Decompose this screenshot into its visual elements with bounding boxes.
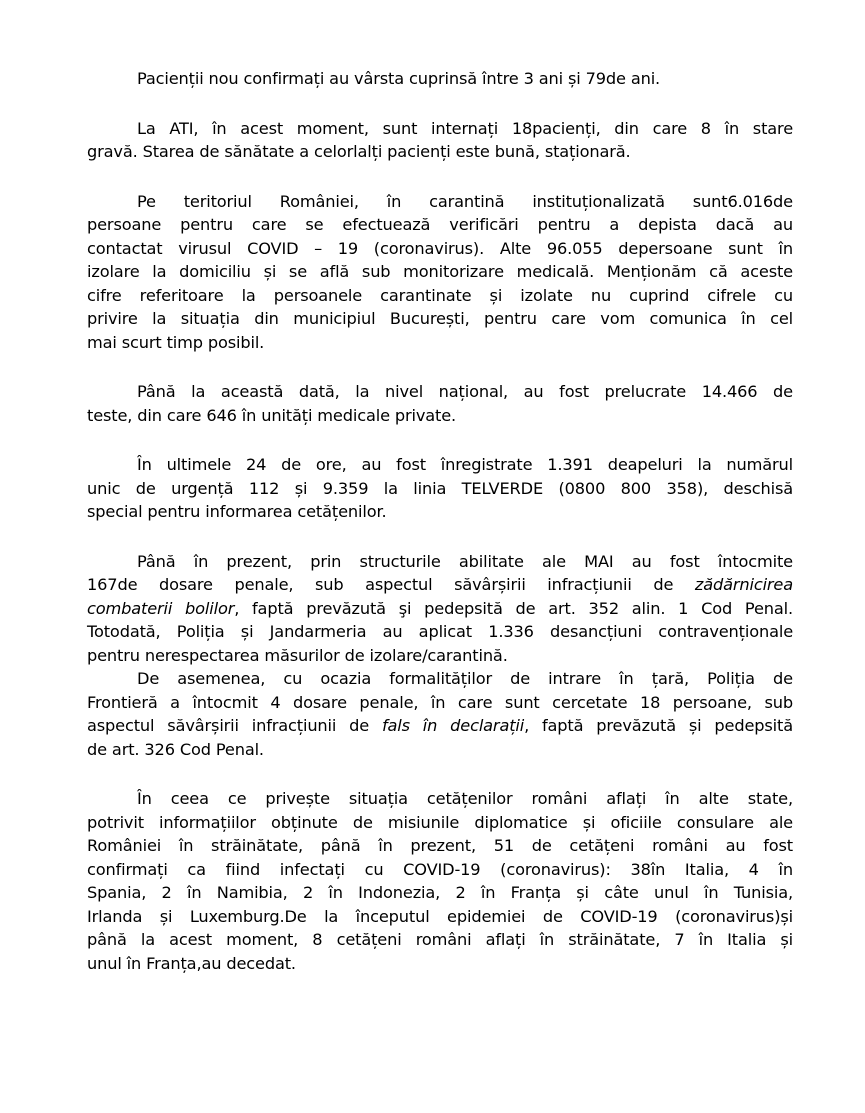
text-line <box>87 834 793 858</box>
text-run: Pacienții nou confirmați au vârsta cuprinsă între 3 ani și 79de ani. <box>137 69 661 88</box>
text-line <box>87 140 793 164</box>
text-line <box>87 260 793 284</box>
text-run: României în străinătate, până în prezent, 51 de cetățeni români au fost <box>87 836 793 855</box>
text-line <box>87 550 793 574</box>
italic-text: zădărnicirea <box>694 575 793 594</box>
text-line <box>87 858 793 882</box>
text-run: De asemenea, cu ocazia formalităților de intrare în țară, Poliția de <box>137 669 793 688</box>
text-line <box>87 667 793 691</box>
text-line <box>87 905 793 929</box>
text-run: contactat virusul COVID – 19 (coronavirus). Alte 96.055 depersoane sunt în <box>87 238 793 258</box>
italic-text: fals în declarații <box>381 716 525 735</box>
text-run: izolare la domiciliu și se află sub monitorizare medicală. Menționăm că aceste <box>87 262 793 281</box>
text-run: aspectul săvârșirii infracțiunii de <box>87 716 382 735</box>
text-run: , faptă prevăzută și pedepsită <box>524 716 793 735</box>
text-line <box>87 453 793 477</box>
paragraph-ati <box>87 117 793 164</box>
text-run: Pe teritoriul României, în carantină instituționalizată sunt6.016de <box>137 191 793 211</box>
text-line <box>87 597 793 621</box>
text-run: mai scurt timp posibil. <box>87 332 265 352</box>
text-run: Irlanda și Luxemburg.De la începutul epidemiei de COVID-19 (coronavirus)și <box>87 906 793 926</box>
text-line <box>87 644 793 668</box>
paragraph-age-range <box>87 67 793 91</box>
text-line <box>87 117 793 141</box>
text-line <box>87 237 793 261</box>
text-line <box>87 620 793 644</box>
text-line <box>87 380 793 404</box>
text-line <box>87 573 793 597</box>
text-line <box>87 331 793 355</box>
text-line <box>87 213 793 237</box>
text-run: Frontieră a întocmit 4 dosare penale, în care sunt cercetate 18 persoane, sub <box>87 692 793 712</box>
text-line <box>87 190 793 214</box>
text-run: La ATI, în acest moment, sunt internați 18pacienți, din care 8 în stare <box>137 118 793 138</box>
text-line <box>87 477 793 501</box>
text-run: , faptă prevăzută şi pedepsită de art. 352 alin. 1 Cod Penal. <box>234 598 793 618</box>
text-run: pentru nerespectarea măsurilor de izolare/carantină. <box>87 645 508 665</box>
text-line <box>87 928 793 952</box>
text-run: cifre referitoare la persoanele carantinate și izolate nu cuprind cifrele cu <box>87 285 793 305</box>
text-line <box>87 500 793 524</box>
text-line <box>87 952 793 976</box>
paragraph-border-police <box>87 667 793 761</box>
text-line <box>87 714 793 738</box>
text-run: teste, din care 646 în unități medicale private. <box>87 405 457 425</box>
text-line <box>87 404 793 428</box>
paragraph-tests <box>87 380 793 427</box>
text-line <box>87 284 793 308</box>
paragraph-citizens-abroad <box>87 787 793 975</box>
text-line <box>87 307 793 331</box>
text-run: confirmați ca fiind infectați cu COVID-19 (coronavirus): 38în Italia, 4 în <box>87 859 793 879</box>
text-run: privire la situația din municipiul București, pentru care vom comunica în cel <box>87 309 793 328</box>
italic-text: combaterii bolilor <box>87 598 235 618</box>
text-run: până la acest moment, 8 cetățeni români aflați în străinătate, 7 în Italia și <box>87 930 793 949</box>
text-run: potrivit informațiilor obținute de misiunile diplomatice și oficiile consulare ale <box>87 812 793 832</box>
text-line <box>87 691 793 715</box>
text-run: În ceea ce privește situația cetățenilor români aflați în alte state, <box>137 789 793 808</box>
text-run: unul în Franța,au decedat. <box>87 953 296 973</box>
text-line <box>87 811 793 835</box>
text-line <box>87 67 793 91</box>
text-run: Până la această dată, la nivel național, au fost prelucrate 14.466 de <box>137 382 793 401</box>
text-run: gravă. Starea de sănătate a celorlalți pacienți este bună, staționară. <box>87 142 631 161</box>
text-line <box>87 787 793 811</box>
text-run: unic de urgență 112 și 9.359 la linia TELVERDE (0800 800 358), deschisă <box>87 478 793 498</box>
text-run: Până în prezent, prin structurile abilitate ale MAI au fost întocmite <box>137 551 793 571</box>
document-page <box>87 67 793 1001</box>
text-run: de art. 326 Cod Penal. <box>87 739 264 759</box>
text-run: special pentru informarea cetățenilor. <box>87 502 387 521</box>
text-run: În ultimele 24 de ore, au fost înregistrate 1.391 deapeluri la numărul <box>137 455 793 474</box>
text-line <box>87 881 793 905</box>
text-line <box>87 738 793 762</box>
text-run: persoane pentru care se efectuează verificări pentru a depista dacă au <box>87 215 793 234</box>
text-run: Totodată, Poliția și Jandarmeria au aplicat 1.336 desancțiuni contravenționale <box>87 622 793 641</box>
paragraph-criminal-files <box>87 550 793 668</box>
paragraph-calls <box>87 453 793 524</box>
text-run: Spania, 2 în Namibia, 2 în Indonezia, 2 în Franța și câte unul în Tunisia, <box>87 883 793 902</box>
text-run: 167de dosare penale, sub aspectul săvârșirii infracțiunii de <box>87 575 695 594</box>
paragraph-quarantine <box>87 190 793 355</box>
